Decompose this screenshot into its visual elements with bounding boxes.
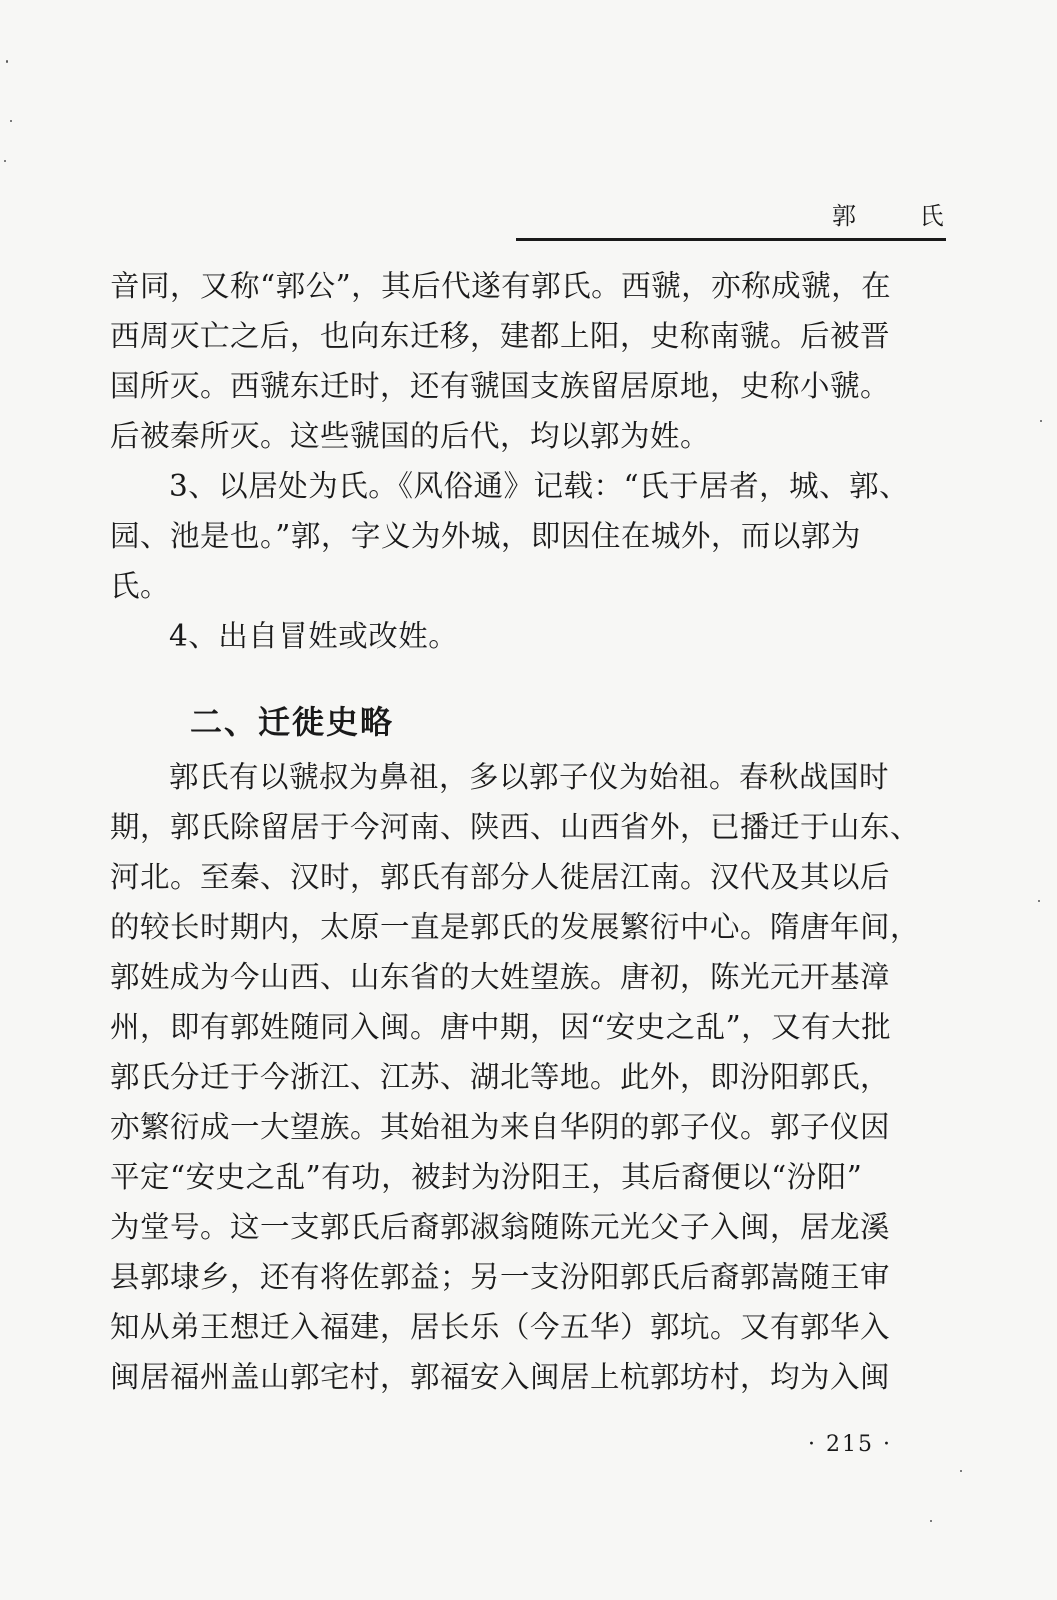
text-line: 为堂号。这一支郭氏后裔郭淑翁随陈元光父子入闽，居龙溪 (110, 1210, 891, 1244)
text-line: 3、以居处为氏。《风俗通》记载：“氏于居者，城、郭、 (169, 469, 910, 503)
text-line: 郭氏有以虢叔为鼻祖，多以郭子仪为始祖。春秋战国时 (169, 760, 890, 794)
section-heading: 二、迁徙史略 (190, 703, 395, 741)
text-line: 知从弟王想迁入福建，居长乐（今五华）郭坑。又有郭华入 (110, 1310, 891, 1344)
scan-speck (6, 60, 8, 63)
text-line: 河北。至秦、汉时，郭氏有部分人徙居江南。汉代及其以后 (110, 860, 891, 894)
text-line: 后被秦所灭。这些虢国的后代，均以郭为姓。 (110, 419, 711, 453)
text-line: 4、出自冒姓或改姓。 (169, 619, 459, 653)
running-head: 郭 氏 (832, 202, 972, 230)
scan-speck (1038, 900, 1040, 902)
text-line: 平定“安史之乱”有功，被封为汾阳王，其后裔便以“汾阳” (110, 1160, 863, 1194)
text-line: 期，郭氏除留居于今河南、陕西、山西省外，已播迁于山东、 (110, 810, 921, 844)
scan-speck (930, 1520, 932, 1522)
scan-speck (10, 120, 12, 122)
text-line: 国所灭。西虢东迁时，还有虢国支族留居原地，史称小虢。 (110, 369, 891, 403)
text-line: 郭姓成为今山西、山东省的大姓望族。唐初，陈光元开基漳 (110, 960, 891, 994)
text-line: 西周灭亡之后，也向东迁移，建都上阳，史称南虢。后被晋 (110, 319, 891, 353)
page-number: · 215 · (808, 1432, 892, 1457)
text-line: 的较长时期内，太原一直是郭氏的发展繁衍中心。隋唐年间， (110, 910, 921, 944)
text-line: 郭氏分迁于今浙江、江苏、湖北等地。此外，即汾阳郭氏， (110, 1060, 891, 1094)
scan-speck (960, 1470, 962, 1472)
text-line: 亦繁衍成一大望族。其始祖为来自华阴的郭子仪。郭子仪因 (110, 1110, 891, 1144)
text-line: 园、池是也。”郭，字义为外城，即因住在城外，而以郭为 (110, 519, 861, 553)
text-line: 县郭埭乡，还有将佐郭益；另一支汾阳郭氏后裔郭嵩随王审 (110, 1260, 891, 1294)
text-line: 闽居福州盖山郭宅村，郭福安入闽居上杭郭坊村，均为入闽 (110, 1360, 891, 1394)
header-rule (516, 238, 946, 241)
scan-speck (1040, 420, 1042, 422)
scan-speck (4, 160, 6, 162)
text-line: 州，即有郭姓随同入闽。唐中期，因“安史之乱”，又有大批 (110, 1010, 892, 1044)
text-line: 氏。 (110, 569, 171, 603)
text-line: 音同，又称“郭公”，其后代遂有郭氏。西虢，亦称成虢，在 (110, 269, 892, 303)
